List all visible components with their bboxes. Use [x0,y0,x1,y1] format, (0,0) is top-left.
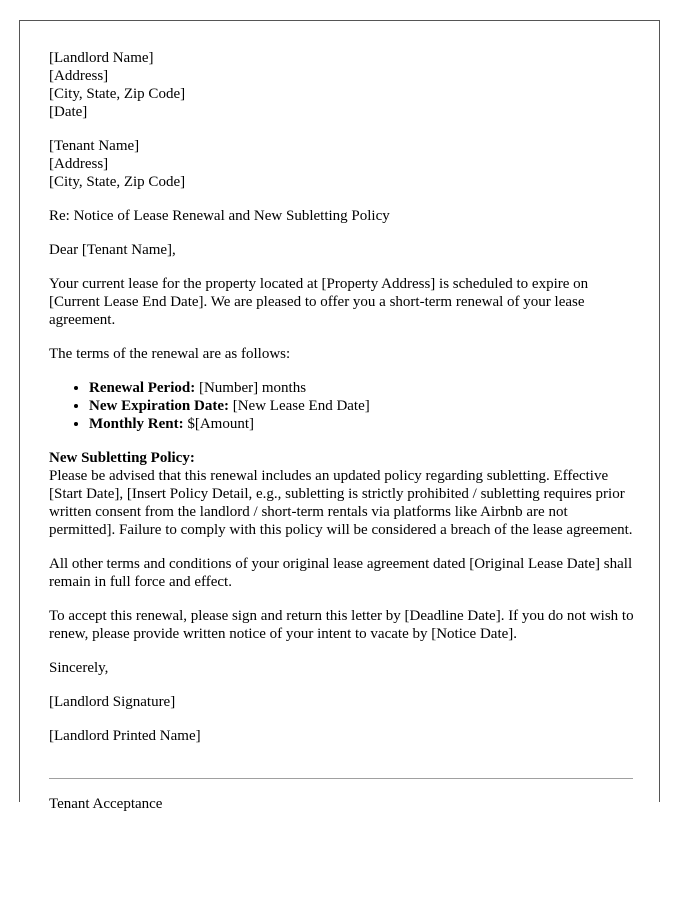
other-terms-paragraph: All other terms and conditions of your original lease agreement dated [Original Lease Date] shall remain in full force and effect. [49,556,633,590]
tenant-acceptance-heading: Tenant Acceptance [49,796,163,812]
term-renewal-period [89,379,634,397]
letter-date: [Date] [49,104,88,120]
recipient-block [49,137,634,191]
term-value: [New Lease End Date] [228,398,370,414]
term-value: $[Amount] [183,416,254,432]
policy-heading: New Subletting Policy: [49,450,195,466]
salutation: Dear [Tenant Name], [49,242,176,258]
term-label: Monthly Rent: [89,416,184,432]
terms-intro: The terms of the renewal are as follows: [49,346,291,362]
recipient-city-state-zip: [City, State, Zip Code] [49,174,186,190]
letter-body [49,49,634,761]
acceptance-paragraph: To accept this renewal, please sign and return this letter by [Deadline Date]. If you do not wish to renew, please provide written notice of your intent to vacate by [Notice Date]. [49,608,634,642]
sender-block [49,49,634,121]
printed-name: [Landlord Printed Name] [49,728,201,744]
term-label: New Expiration Date: [89,398,229,414]
term-new-expiration-date [89,397,634,415]
signature-line: [Landlord Signature] [49,694,176,710]
sender-name: [Landlord Name] [49,50,154,66]
intro-paragraph: Your current lease for the property located at [Property Address] is scheduled to expire on [Current Lease End Date]. We are pleased to offer you a short-term renewal of your lease agreement. [49,276,589,328]
letter-page [19,20,660,812]
recipient-address: [Address] [49,156,109,172]
closing: Sincerely, [49,660,109,676]
term-monthly-rent [89,415,634,433]
policy-paragraph: Please be advised that this renewal includes an updated policy regarding subletting. Effective [Start Date], [Insert Policy Detail, e.g., subletting is strictly prohibited / subletting requires prior written consent from the landlord / short-term rentals via platforms like Airbnb are not permitted]. Failure to comply with this policy will be considered a breach of the lease agreement. [49,468,633,538]
recipient-name: [Tenant Name] [49,138,140,154]
subject-line: Re: Notice of Lease Renewal and New Subletting Policy [49,208,390,224]
sender-city-state-zip: [City, State, Zip Code] [49,86,186,102]
term-value: [Number] months [195,380,307,396]
terms-list [49,379,634,433]
sender-address: [Address] [49,68,109,84]
term-label: Renewal Period: [89,380,196,396]
section-divider [49,778,633,779]
